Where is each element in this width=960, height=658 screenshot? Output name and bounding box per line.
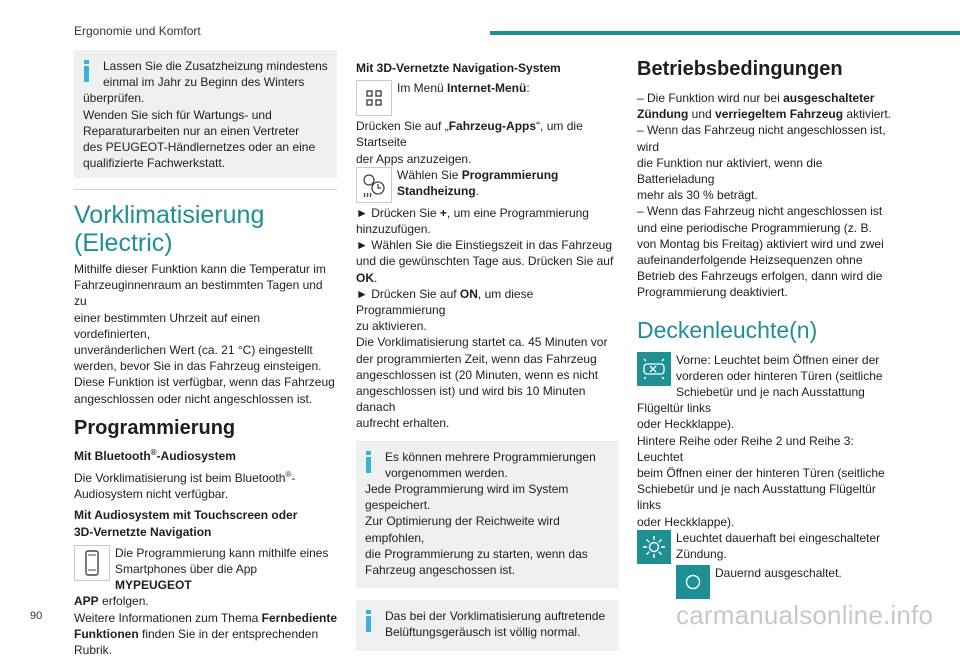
- lamp-on-icon: [637, 530, 671, 564]
- text-line: – Wenn das Fahrzeug nicht angeschlossen ist: [637, 204, 883, 219]
- text-line: angeschlossen ist (20 Minuten, wenn es nicht: [356, 367, 599, 382]
- text-line: oder Heckklappe).: [637, 417, 735, 432]
- text-line: aufeinanderfolgende Heizsequenzen ohne: [637, 253, 863, 268]
- door-lamp-icon: [637, 352, 671, 386]
- info-icon: [83, 60, 90, 82]
- text-line: beim Öffnen einer der hinteren Türen (seitliche: [637, 466, 885, 481]
- text-line: von Montag bis Freitag) aktiviert wird und zwei: [637, 236, 884, 251]
- lamp-off-row: [637, 565, 899, 601]
- note-line: vorgenommen werden.: [385, 465, 508, 480]
- text-line: Wählen Sie Programmierung: [397, 167, 559, 182]
- heading-touchscreen: Mit Audiosystem mit Touchscreen oder 3D-Vernetzte Navigation: [74, 508, 298, 539]
- step-line: ► Wählen Sie die Einstiegszeit in das Fahrzeug: [356, 238, 613, 253]
- text-line: Vorne: Leuchtet beim Öffnen einer der: [676, 352, 880, 367]
- heading-3d-navigation: Mit 3D-Vernetzte Navigation-System: [356, 61, 561, 75]
- section-title-deckenleuchte: Deckenleuchte(n): [637, 316, 818, 343]
- text-line: Smartphones über die App MYPEUGEOT: [115, 562, 258, 593]
- note-box-programmierungen: [356, 441, 619, 589]
- heading-betriebsbedingungen: Betriebsbedingungen: [637, 58, 843, 80]
- text-line: Fahrzeuginnenraum an bestimmten Tagen und zu: [74, 278, 323, 309]
- menu-step: [356, 80, 619, 118]
- text-line: – Die Funktion wird nur bei ausgeschalteter: [637, 91, 875, 105]
- step-line: OK.: [356, 270, 378, 285]
- text-line: der programmierten Zeit, wenn das Fahrzeug: [356, 351, 597, 366]
- text-line: und eine periodische Programmierung (z. B.: [637, 220, 872, 235]
- lamp-off-icon: [676, 565, 710, 599]
- running-header: Ergonomie und Komfort: [74, 24, 201, 38]
- info-icon: [365, 610, 372, 632]
- step-line: und die gewünschten Tage aus. Drücken Sie auf: [356, 254, 614, 269]
- text-line: Mithilfe dieser Funktion kann die Temperatur im: [74, 262, 326, 276]
- text-line: vorderen oder hinteren Türen (seitliche: [676, 368, 883, 383]
- smartphone-icon: [74, 545, 110, 581]
- apps-grid-icon: [356, 80, 392, 116]
- text-line: einer bestimmten Uhrzeit auf einen vordefinierten,: [74, 310, 261, 341]
- watermark: carmanualsonline.info: [676, 600, 934, 630]
- step-line: ► Drücken Sie auf ON, um diese Programmierung: [356, 286, 534, 318]
- divider: [74, 189, 337, 190]
- heating-clock-icon: [356, 167, 392, 203]
- text-line: Drücken Sie auf „Fahrzeug-Apps“, um die Startseite: [356, 119, 583, 150]
- text-line: Zündung.: [676, 547, 727, 562]
- note-box-maintenance: [74, 50, 337, 178]
- text-line: Leuchtet dauerhaft bei eingeschalteter: [676, 530, 881, 545]
- touchscreen-text: [74, 545, 337, 658]
- note-line: Fahrzeug angeschossen ist.: [365, 563, 516, 578]
- section-title-vorklimatisierung: Vorklimatisierung (Electric): [74, 201, 265, 257]
- text-line: der Apps anzuzeigen.: [356, 151, 472, 166]
- text-line: angeschlossen ist) und wird bis 10 Minuten danach: [356, 384, 586, 415]
- step-line: zu aktivieren.: [356, 319, 427, 334]
- heading-bluetooth: Mit Bluetooth®-Audiosystem: [74, 447, 236, 463]
- intro-paragraph: [74, 261, 337, 407]
- note-line: Jede Programmierung wird im System: [365, 482, 569, 497]
- note-line: Wenden Sie sich für Wartungs- und: [83, 107, 272, 122]
- note-line: qualifizierte Fachwerkstatt.: [83, 156, 226, 171]
- text-line: Audiosystem nicht verfügbar.: [74, 487, 229, 502]
- text-line: Standheizung.: [397, 184, 480, 199]
- note-box-noise: [356, 600, 619, 650]
- step-line: ► Drücken Sie +, um eine Programmierung: [356, 205, 589, 220]
- text-line: Weitere Informationen zum Thema Fernbediente: [74, 610, 337, 625]
- header-bar: [490, 31, 960, 35]
- note-line: Zur Optimierung der Reichweite wird empfohlen,: [365, 514, 560, 545]
- text-line: oder Heckklappe).: [637, 514, 735, 529]
- text-line: aufrecht erhalten.: [356, 416, 450, 431]
- heading-programmierung: Programmierung: [74, 416, 236, 439]
- column-middle: [356, 60, 619, 651]
- text-line: die Funktion nur aktiviert, wenn die Batterieladung: [637, 155, 823, 187]
- column-right: [637, 57, 899, 601]
- programmierung-step: [356, 167, 619, 205]
- column-left: [74, 50, 337, 658]
- note-line: Lassen Sie die Zusatzheizung mindestens: [103, 59, 328, 73]
- note-line: die Programmierung zu starten, wenn das: [365, 546, 588, 561]
- text-line: – Wenn das Fahrzeug nicht angeschlossen ist, wird: [637, 123, 886, 154]
- note-line: Belüftungsgeräusch ist völlig normal.: [385, 625, 581, 640]
- text-line: Funktionen finden Sie in der entsprechenden: [74, 626, 319, 641]
- note-line: Es können mehrere Programmierungen: [385, 449, 596, 464]
- text-line: Schiebetür und je nach Ausstattung Flügeltür links: [637, 482, 876, 513]
- info-icon: [365, 451, 372, 473]
- lamp-on-row: [637, 530, 899, 566]
- text-line: Im Menü Internet-Menü:: [397, 81, 530, 96]
- front-lamp-text: [637, 352, 899, 530]
- step-line: hinzuzufügen.: [356, 222, 431, 237]
- text-line: unveränderlichen Wert (ca. 21 °C) eingestellt: [74, 343, 313, 358]
- text-line: Dauernd ausgeschaltet.: [715, 565, 842, 580]
- text-line: Die Vorklimatisierung ist beim Bluetooth®-: [74, 470, 296, 486]
- page-number: 90: [30, 610, 43, 622]
- text-line: Rubrik.: [74, 643, 113, 658]
- text-line: Hintere Reihe oder Reihe 2 und Reihe 3: Leuchtet: [637, 433, 854, 464]
- text-line: angeschlossen oder nicht angeschlossen ist.: [74, 391, 313, 406]
- text-line: Die Vorklimatisierung startet ca. 45 Minuten vor: [356, 335, 608, 350]
- text-line: Die Programmierung kann mithilfe eines: [115, 545, 329, 560]
- text-line: Betrieb des Fahrzeugs erfolgen, dann wird die: [637, 269, 883, 284]
- text-line: Zündung und verriegeltem Fahrzeug aktiviert.: [637, 107, 892, 122]
- text-line: Diese Funktion ist verfügbar, wenn das Fahrzeug: [74, 375, 335, 390]
- text-line: werden, bevor Sie in das Fahrzeug einsteigen.: [74, 359, 322, 374]
- note-line: überprüfen.: [83, 91, 145, 106]
- text-line: Schiebetür und je nach Ausstattung Flügeltür links: [637, 385, 865, 416]
- note-line: Das bei der Vorklimatisierung auftretende: [385, 609, 606, 624]
- text-line: APP erfolgen.: [74, 594, 149, 609]
- conditions-text: [637, 90, 899, 301]
- note-line: des PEUGEOT-Händlernetzes oder an eine: [83, 140, 316, 155]
- bluetooth-text: [74, 470, 337, 502]
- note-line: einmal im Jahr zu Beginn des Winters: [103, 75, 305, 90]
- note-line: gespeichert.: [365, 498, 431, 513]
- text-line: Programmierung deaktiviert.: [637, 285, 788, 300]
- note-line: Reparaturarbeiten nur an einen Vertreter: [83, 123, 300, 138]
- text-line: mehr als 30 % beträgt.: [637, 188, 758, 203]
